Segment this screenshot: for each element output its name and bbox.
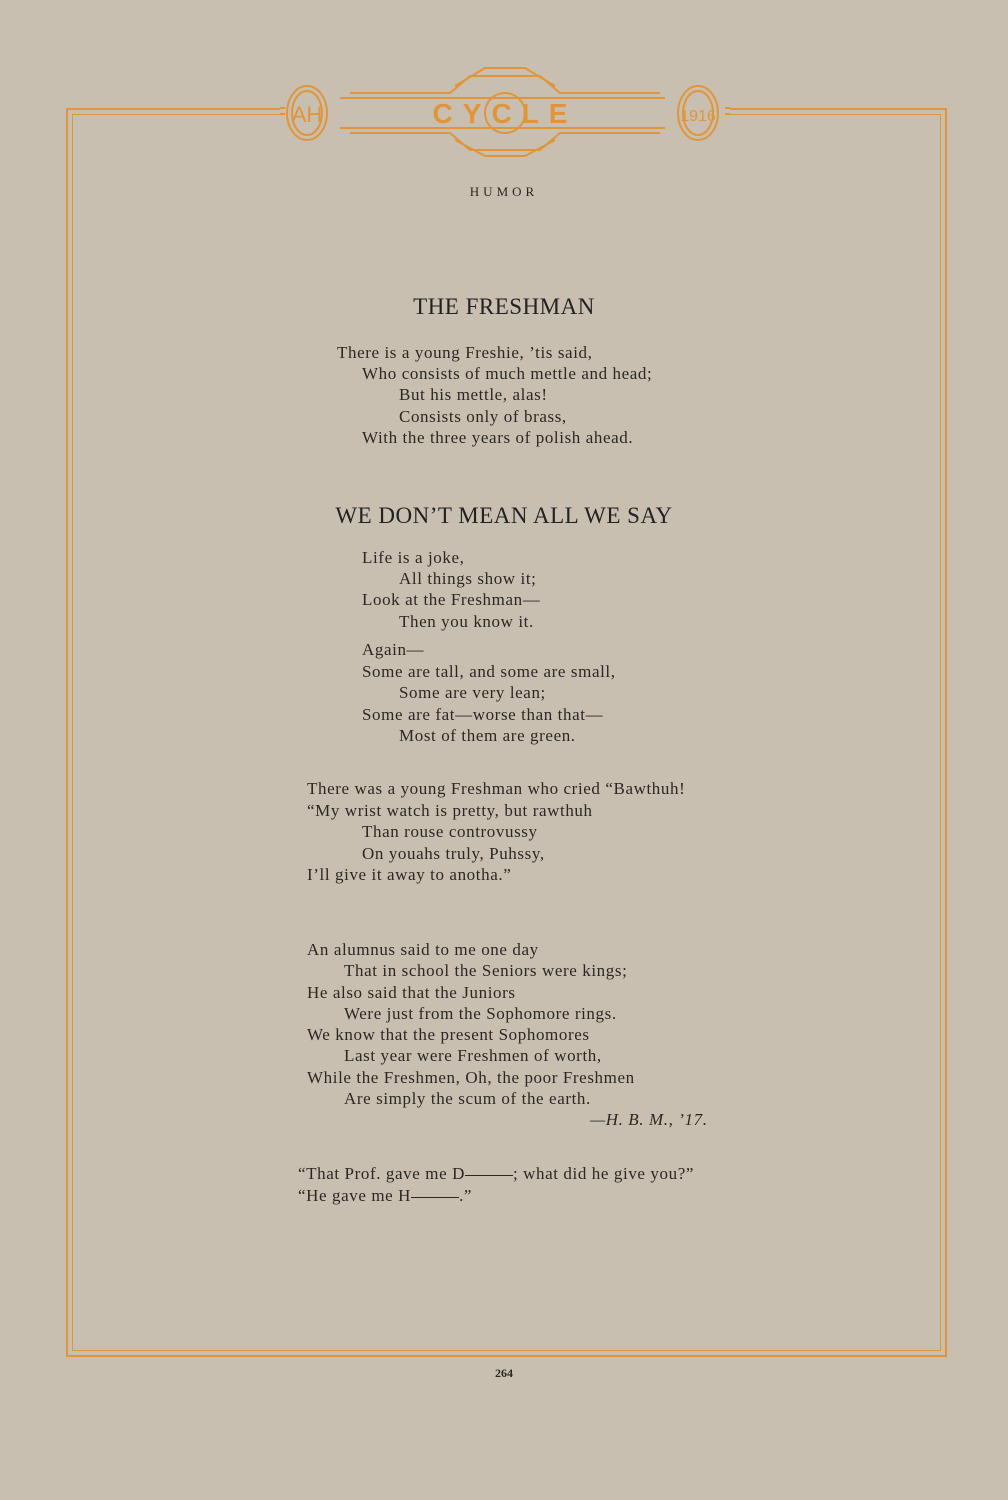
poem-line: “My wrist watch is pretty, but rawthuh [307,801,593,820]
poem-line: There is a young Freshie, ’tis said, [337,343,593,362]
poem-line: While the Freshmen, Oh, the poor Freshmen [307,1068,635,1087]
poem-line: Most of them are green. [399,726,576,745]
poem-line: With the three years of polish ahead. [362,428,634,447]
poem-line: He also said that the Juniors [307,983,516,1002]
blank-rule [411,1197,459,1198]
logo-left-text: AH [291,102,323,127]
poem-line: Were just from the Sophomore rings. [344,1004,617,1023]
poem-line: Consists only of brass, [399,407,567,426]
joke-line-1-start: “That Prof. gave me D [298,1164,465,1183]
poem-line: There was a young Freshman who cried “Bawthuh! [307,779,686,798]
blank-rule [465,1175,513,1176]
section-label: HUMOR [469,184,539,199]
joke-line-1-end: ; what did he give you?” [512,1164,695,1183]
poem-line: Life is a joke, [362,548,465,567]
joke-line-1 [298,1164,694,1184]
poem-line: Look at the Freshman— [362,590,541,609]
poem-line: We know that the present Sophomores [307,1025,590,1044]
poem-title-freshman: THE FRESHMAN [413,294,595,319]
poem-line: Are simply the scum of the earth. [344,1089,591,1108]
poem-line: On youahs truly, Puhssy, [362,844,545,863]
poem-line: Some are tall, and some are small, [362,662,616,681]
poem-title-we-dont-mean: WE DON’T MEAN ALL WE SAY [335,503,673,528]
joke-line-2-end: .” [459,1186,473,1205]
poem-line: Again— [362,640,425,659]
poem-line: Last year were Freshmen of worth, [344,1046,602,1065]
poem-signature: —H. B. M., ’17. [590,1110,708,1129]
poem-line: All things show it; [399,569,537,588]
poem-line: Who consists of much mettle and head; [362,364,653,383]
poem-line: That in school the Seniors were kings; [344,961,628,980]
joke-line-2-start: “He gave me H [298,1186,412,1205]
poem-line: But his mettle, alas! [399,385,548,404]
poem-line: Some are very lean; [399,683,546,702]
poem-line: I’ll give it away to anotha.” [307,865,512,884]
joke-line-2 [298,1186,472,1206]
poem-line: An alumnus said to me one day [307,940,539,959]
cycle-1916-logo [280,58,730,158]
page-number: 264 [495,1366,513,1380]
poem-line: Than rouse controvussy [362,822,538,841]
logo-center-text: CYCLE [432,98,578,129]
poem-line: Then you know it. [399,612,534,631]
logo-right-text: 1916 [680,108,716,125]
poem-line: Some are fat—worse than that— [362,705,604,724]
